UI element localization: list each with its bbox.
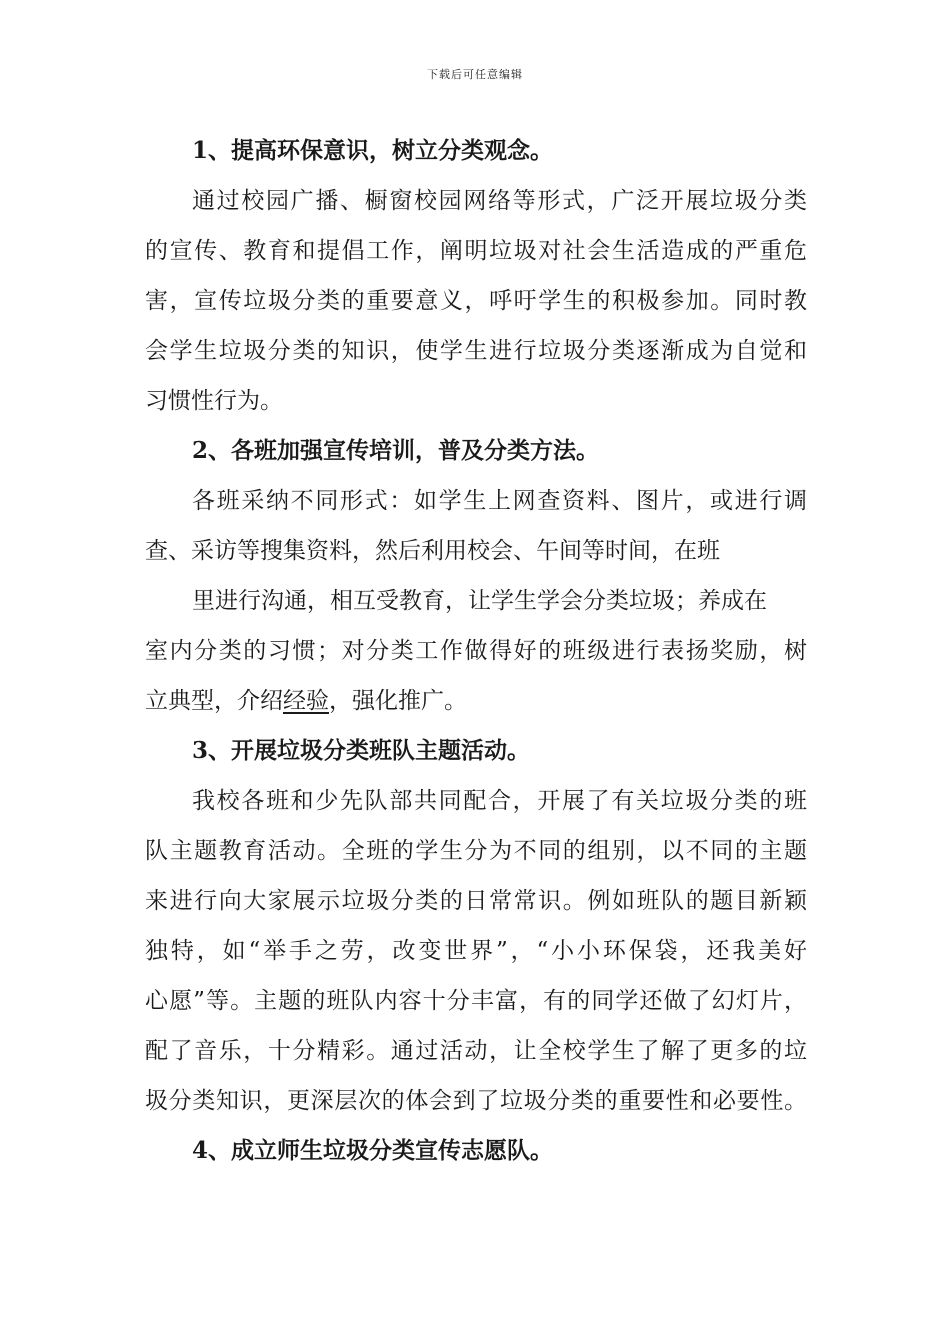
paragraph-line: 配了音乐，十分精彩。通过活动，让全校学生了解了更多的垃 [145,1038,807,1064]
paragraph-line [145,676,807,726]
paragraph-line: 心愿”等。主题的班队内容十分丰富，有的同学还做了幻灯片， [145,988,807,1014]
paragraph-line: 通过校园广播、橱窗校园网络等形式，广泛开展垃圾分类 [192,188,807,214]
paragraph-text: ，强化推广。 [329,688,467,714]
section-heading-3: 3、开展垃圾分类班队主题活动。 [192,737,531,764]
experience-link[interactable]: 经验 [283,688,329,714]
paragraph-line: 圾分类知识，更深层次的体会到了垃圾分类的重要性和必要性。 [145,1088,807,1114]
section-heading-4: 4、成立师生垃圾分类宣传志愿队。 [192,1137,554,1164]
paragraph-text: 立典型，介绍 [145,688,283,714]
paragraph-line: 室内分类的习惯；对分类工作做得好的班级进行表扬奖励，树 [145,638,807,664]
paragraph-line: 的宣传、教育和提倡工作，阐明垃圾对社会生活造成的严重危 [145,238,807,264]
paragraph-line: 里进行沟通，相互受教育，让学生学会分类垃圾；养成在 [192,588,767,614]
paragraph-line: 独特，如“举手之劳，改变世界”，“小小环保袋，还我美好 [145,938,807,964]
document-body [145,126,807,1176]
page-header-note: 下载后可任意编辑 [427,68,523,81]
paragraph-line: 会学生垃圾分类的知识，使学生进行垃圾分类逐渐成为自觉和 [145,338,807,364]
paragraph-line: 查、采访等搜集资料，然后利用校会、午间等时间，在班 [145,538,720,564]
paragraph-line: 我校各班和少先队部共同配合，开展了有关垃圾分类的班 [192,788,807,814]
section-heading-1: 1、提高环保意识，树立分类观念。 [192,137,554,164]
paragraph-line: 习惯性行为。 [145,388,283,414]
paragraph-line: 来进行向大家展示垃圾分类的日常常识。例如班队的题目新颖 [145,888,807,914]
paragraph-line: 各班采纳不同形式：如学生上网查资料、图片，或进行调 [192,488,807,514]
paragraph-line: 害，宣传垃圾分类的重要意义，呼吁学生的积极参加。同时教 [145,288,807,314]
section-heading-2: 2、各班加强宣传培训，普及分类方法。 [192,437,600,464]
paragraph-line: 队主题教育活动。全班的学生分为不同的组别，以不同的主题 [145,838,807,864]
